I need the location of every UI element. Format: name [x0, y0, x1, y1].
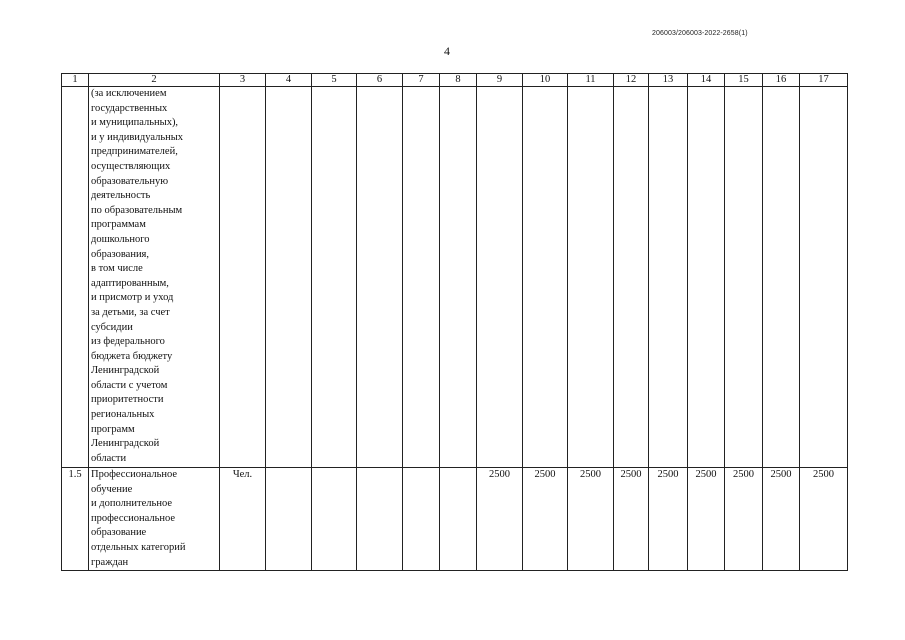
- table-cell: [477, 87, 523, 468]
- value-cell: 2500: [725, 468, 763, 571]
- header-cell: 14: [688, 74, 725, 87]
- row-number-cell: [62, 87, 89, 468]
- header-cell: 17: [800, 74, 848, 87]
- header-cell: 13: [649, 74, 688, 87]
- table-cell: [688, 87, 725, 468]
- table-cell: [440, 87, 477, 468]
- page-number: 4: [444, 44, 450, 58]
- header-cell: 15: [725, 74, 763, 87]
- table-cell: [266, 87, 312, 468]
- table-cell: [649, 87, 688, 468]
- value-cell: 2500: [568, 468, 614, 571]
- table-cell: [568, 87, 614, 468]
- header-cell: 9: [477, 74, 523, 87]
- header-cell: 1: [62, 74, 89, 87]
- value-cell: 2500: [477, 468, 523, 571]
- document-id: 206003/206003-2022-2658(1): [652, 30, 748, 37]
- header-cell: 7: [403, 74, 440, 87]
- table-header-row: [62, 74, 848, 87]
- table-cell: [312, 87, 357, 468]
- table-cell: [614, 87, 649, 468]
- data-table: [61, 73, 848, 571]
- value-cell: 2500: [688, 468, 725, 571]
- table-cell: [763, 87, 800, 468]
- header-cell: 3: [220, 74, 266, 87]
- table-row: [62, 87, 848, 468]
- row-description-cell: Профессиональное обучение и дополнительное профессиональное образование отдельных категорий граждан: [89, 468, 220, 571]
- header-cell: 11: [568, 74, 614, 87]
- value-cell: [312, 468, 357, 571]
- header-cell: 12: [614, 74, 649, 87]
- value-cell: [440, 468, 477, 571]
- table-cell: [357, 87, 403, 468]
- header-cell: 5: [312, 74, 357, 87]
- header-cell: 8: [440, 74, 477, 87]
- value-cell: [266, 468, 312, 571]
- table-cell: [220, 87, 266, 468]
- value-cell: 2500: [649, 468, 688, 571]
- value-cell: 2500: [800, 468, 848, 571]
- header-cell: 2: [89, 74, 220, 87]
- table-cell: [403, 87, 440, 468]
- unit-cell: Чел.: [220, 468, 266, 571]
- table-row: [62, 468, 848, 571]
- row-description-cell: (за исключением государственных и муниципальных), и у индивидуальных предпринимателей, осуществляющих образовательную деятельность по образовательным программам дошкольного образования, в том числе адаптированным, и присмотр и уход за детьми, за счет субсидии из федерального бюджета бюджету Ленинградской области с учетом приоритетности региональных программ Ленинградской области: [89, 87, 220, 468]
- value-cell: 2500: [763, 468, 800, 571]
- value-cell: 2500: [614, 468, 649, 571]
- table-cell: [725, 87, 763, 468]
- table-cell: [523, 87, 568, 468]
- value-cell: 2500: [523, 468, 568, 571]
- header-cell: 6: [357, 74, 403, 87]
- value-cell: [403, 468, 440, 571]
- row-number-cell: 1.5: [62, 468, 89, 571]
- value-cell: [357, 468, 403, 571]
- table-cell: [800, 87, 848, 468]
- header-cell: 4: [266, 74, 312, 87]
- header-cell: 16: [763, 74, 800, 87]
- header-cell: 10: [523, 74, 568, 87]
